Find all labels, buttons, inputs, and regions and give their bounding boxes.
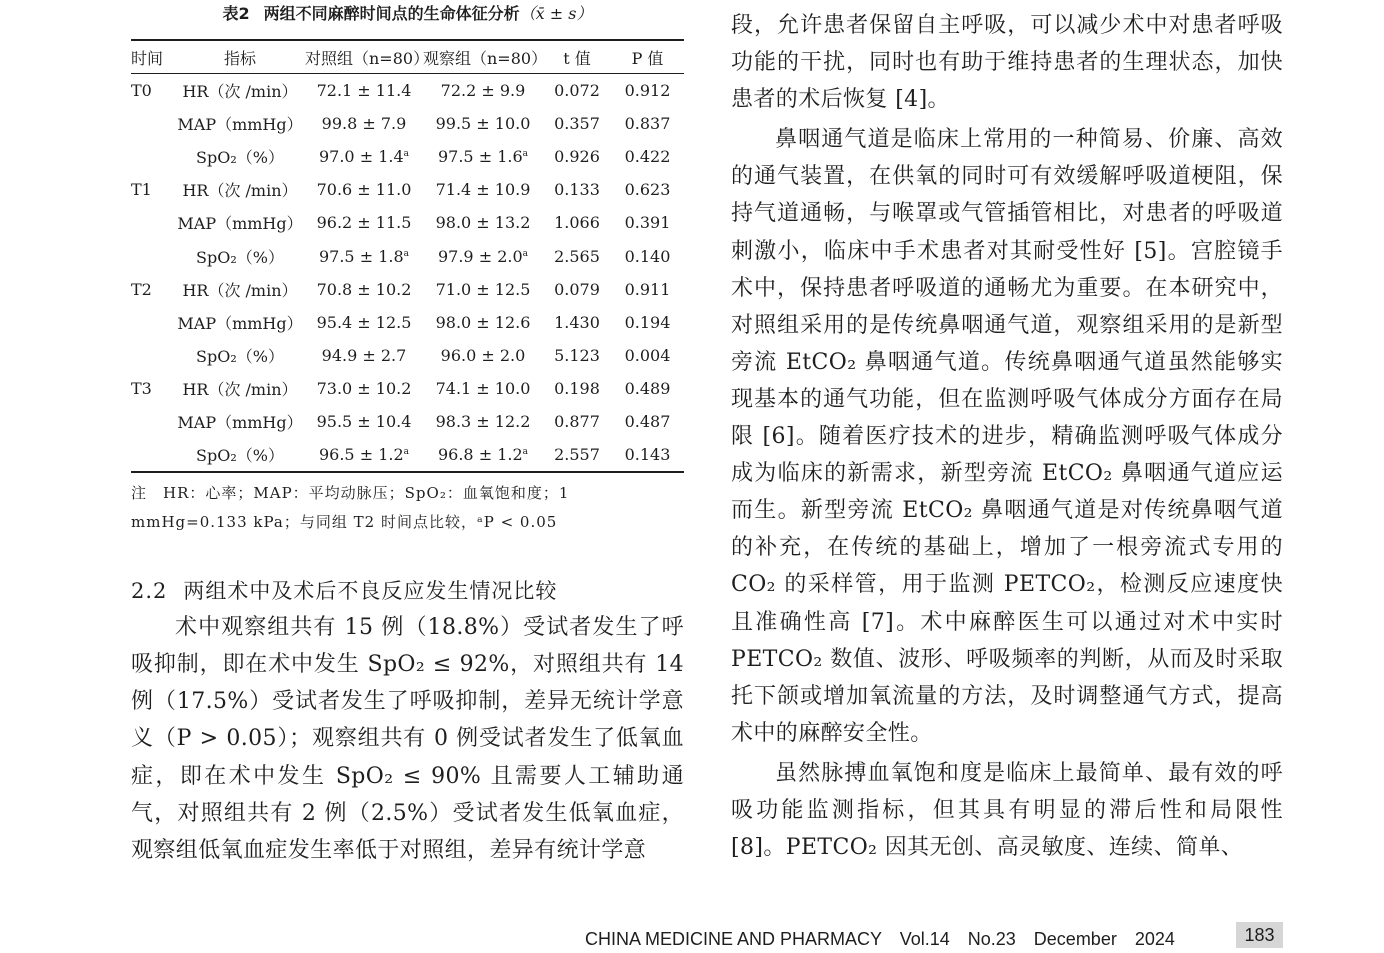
cell-observe-text: 98.3 ± 12.2 <box>435 411 531 431</box>
cell-indicator-text: MAP（mmHg） <box>177 313 303 333</box>
cell-indicator <box>175 306 305 339</box>
cell-control <box>305 140 423 173</box>
cell-indicator <box>175 206 305 239</box>
cell-indicator <box>175 273 305 306</box>
cell-observe-text: 98.0 ± 12.6 <box>435 312 531 332</box>
cell-t-value-text: 0.079 <box>554 279 600 299</box>
section-heading <box>131 577 684 605</box>
cell-control-text: 94.9 ± 2.7 <box>321 345 407 365</box>
cell-control-text: 73.0 ± 10.2 <box>316 378 412 398</box>
table-row <box>131 273 684 306</box>
cell-time <box>131 206 175 239</box>
table-caption <box>131 4 684 24</box>
cell-control <box>305 339 423 372</box>
cell-observe <box>423 306 543 339</box>
cell-observe-text: 98.0 ± 13.2 <box>435 213 531 233</box>
table-row <box>131 372 684 405</box>
cell-observe <box>423 405 543 438</box>
header-control: 对照组（n=80） <box>305 40 423 74</box>
cell-observe <box>423 239 543 272</box>
table-header-row <box>131 40 684 74</box>
table-row <box>131 206 684 239</box>
cell-t-value <box>543 107 611 140</box>
cell-observe <box>423 107 543 140</box>
cell-indicator <box>175 140 305 173</box>
cell-control-text: 95.4 ± 12.5 <box>316 312 412 332</box>
cell-t-value <box>543 273 611 306</box>
cell-control-text: 96.5 ± 1.2 <box>318 445 404 465</box>
table-row <box>131 306 684 339</box>
cell-time <box>131 339 175 372</box>
table-row <box>131 74 684 108</box>
cell-observe-text: 71.0 ± 12.5 <box>435 279 531 299</box>
page-footer <box>585 922 1283 948</box>
table-row <box>131 239 684 272</box>
table-note: 注 HR：心率；MAP：平均动脉压；SpO₂：血氧饱和度；1 mmHg=0.133 kPa；与同组 T2 时间点比较，ᵃP < 0.05 <box>131 484 570 532</box>
cell-p-value <box>611 273 684 306</box>
significance-mark: a <box>403 149 410 160</box>
cell-p-value-text: 0.422 <box>624 147 671 167</box>
cell-t-value-text: 0.357 <box>554 114 600 134</box>
cell-p-value-text: 0.194 <box>624 312 671 332</box>
cell-p-value <box>611 74 684 108</box>
cell-control-text: 70.8 ± 10.2 <box>316 279 412 299</box>
cell-time <box>131 438 175 472</box>
cell-control-text: 97.5 ± 1.8 <box>318 246 404 266</box>
table-row <box>131 173 684 206</box>
cell-time-text: T1 <box>131 180 152 200</box>
cell-indicator-text: HR（次 /min） <box>182 82 298 102</box>
cell-indicator-text: MAP（mmHg） <box>177 412 303 432</box>
cell-indicator <box>175 372 305 405</box>
cell-t-value <box>543 372 611 405</box>
cell-control-text: 99.8 ± 7.9 <box>321 114 407 134</box>
cell-indicator-text: HR（次 /min） <box>182 280 298 300</box>
section-title: 两组术中及术后不良反应发生情况比较 <box>183 579 558 604</box>
cell-time <box>131 239 175 272</box>
vital-signs-table <box>131 39 684 473</box>
cell-observe <box>423 173 543 206</box>
cell-control <box>305 405 423 438</box>
right-paragraph-3: 虽然脉搏血氧饱和度是临床上最简单、最有效的呼吸功能监测指标，但其具有明显的滞后性和局限性 [8]。PETCO₂ 因其无创、高灵敏度、连续、简单、 <box>731 760 1283 861</box>
cell-time <box>131 273 175 306</box>
cell-time <box>131 372 175 405</box>
cell-p-value-text: 0.837 <box>624 114 671 134</box>
cell-control-text: 96.2 ± 11.5 <box>316 213 412 233</box>
cell-control-text: 70.6 ± 11.0 <box>316 180 412 200</box>
cell-indicator-text: HR（次 /min） <box>182 181 298 201</box>
cell-control <box>305 273 423 306</box>
right-paragraph-2: 鼻咽通气道是临床上常用的一种简易、价廉、高效的通气装置，在供氧的同时可有效缓解呼吸道梗阻，保持气道通畅，与喉罩或气管插管相比，对患者的呼吸道刺激小，临床中手术患者对其耐受性好 [5]。宫腔镜手术中，保持患者呼吸道的通畅尤为重要。在本研究中，对照组采用的是传统鼻咽通气道，观察组采用的是新型旁流 EtCO₂ 鼻咽通气道。传统鼻咽通气道虽然能够实现基本的通气功能，但在监测呼吸气体成分方面存在局限 [6]。随着医疗技术的进步，精确监测呼吸气体成分成为临床的新需求，新型旁流 EtCO₂ 鼻咽通气道应运而生。新型旁流 EtCO₂ 鼻咽通气道是对传统鼻咽气道的补充，在传统的基础上，增加了一根旁流式专用的 CO₂ 的采样管，用于监测 PETCO₂，检测反应速度快且准确性高 [7]。术中麻醉医生可以通过对术中实时 PETCO₂ 数值、波形、呼吸频率的判断，从而及时采取托下颌或增加氧流量的方法，及时调整通气方式，提高术中的麻醉安全性。 <box>731 127 1283 746</box>
cell-p-value <box>611 405 684 438</box>
cell-control-text: 72.1 ± 11.4 <box>316 81 412 101</box>
cell-control <box>305 206 423 239</box>
cell-t-value <box>543 306 611 339</box>
table-row <box>131 405 684 438</box>
cell-observe <box>423 74 543 108</box>
cell-t-value-text: 2.565 <box>554 246 600 266</box>
significance-mark: a <box>522 447 529 458</box>
cell-time-text: T0 <box>131 81 152 101</box>
cell-control-text: 95.5 ± 10.4 <box>316 411 412 431</box>
cell-control <box>305 438 423 472</box>
cell-indicator-text: MAP（mmHg） <box>177 214 303 234</box>
cell-control-text: 97.0 ± 1.4 <box>318 147 404 167</box>
header-p-value: P 值 <box>611 40 684 74</box>
cell-t-value <box>543 74 611 108</box>
cell-p-value-text: 0.487 <box>624 411 671 431</box>
cell-p-value <box>611 306 684 339</box>
cell-indicator <box>175 239 305 272</box>
significance-mark: a <box>403 447 410 458</box>
cell-indicator <box>175 339 305 372</box>
cell-t-value-text: 0.926 <box>554 147 600 167</box>
cell-p-value-text: 0.912 <box>624 81 671 101</box>
left-column <box>131 0 684 869</box>
cell-p-value <box>611 239 684 272</box>
cell-indicator-text: SpO₂（%） <box>196 148 284 168</box>
cell-t-value-text: 1.066 <box>554 213 600 233</box>
cell-observe-text: 71.4 ± 10.9 <box>435 180 531 200</box>
cell-indicator <box>175 173 305 206</box>
cell-control <box>305 239 423 272</box>
cell-p-value <box>611 339 684 372</box>
header-observe: 观察组（n=80） <box>423 40 543 74</box>
cell-observe-text: 97.5 ± 1.6 <box>437 147 523 167</box>
right-column <box>731 0 1283 866</box>
cell-t-value <box>543 438 611 472</box>
cell-t-value <box>543 239 611 272</box>
cell-observe <box>423 273 543 306</box>
cell-p-value <box>611 372 684 405</box>
cell-t-value-text: 0.072 <box>554 81 600 101</box>
cell-p-value <box>611 438 684 472</box>
cell-indicator-text: HR（次 /min） <box>182 379 298 399</box>
table-row <box>131 107 684 140</box>
cell-observe <box>423 339 543 372</box>
significance-mark: a <box>403 248 410 259</box>
cell-time <box>131 107 175 140</box>
cell-time-text: T3 <box>131 378 152 398</box>
cell-indicator-text: SpO₂（%） <box>196 247 284 267</box>
cell-indicator-text: SpO₂（%） <box>196 346 284 366</box>
cell-p-value-text: 0.140 <box>624 246 671 266</box>
cell-time-text: T2 <box>131 279 152 299</box>
table-row <box>131 140 684 173</box>
cell-control <box>305 173 423 206</box>
right-paragraph-1: 段，允许患者保留自主呼吸，可以减少术中对患者呼吸功能的干扰，同时也有助于维持患者的生理状态，加快患者的术后恢复 [4]。 <box>731 13 1283 113</box>
cell-indicator <box>175 438 305 472</box>
cell-time <box>131 405 175 438</box>
cell-p-value-text: 0.623 <box>624 180 671 200</box>
cell-indicator <box>175 107 305 140</box>
cell-t-value-text: 0.877 <box>554 411 600 431</box>
cell-p-value <box>611 206 684 239</box>
header-time: 时间 <box>131 40 175 74</box>
cell-indicator <box>175 405 305 438</box>
table-caption-number: 表2 <box>222 4 250 23</box>
cell-p-value <box>611 107 684 140</box>
cell-t-value-text: 1.430 <box>554 312 600 332</box>
cell-observe <box>423 206 543 239</box>
header-t-value: t 值 <box>543 40 611 74</box>
cell-control <box>305 306 423 339</box>
table-caption-text: 两组不同麻醉时间点的生命体征分析 <box>263 4 520 23</box>
cell-time <box>131 306 175 339</box>
cell-t-value-text: 0.133 <box>554 180 600 200</box>
cell-control <box>305 74 423 108</box>
cell-p-value-text: 0.004 <box>624 345 671 365</box>
cell-t-value <box>543 140 611 173</box>
cell-observe-text: 97.9 ± 2.0 <box>437 246 523 266</box>
table-row <box>131 438 684 472</box>
significance-mark: a <box>522 149 529 160</box>
cell-indicator-text: MAP（mmHg） <box>177 115 303 135</box>
cell-p-value-text: 0.143 <box>624 445 671 465</box>
left-paragraph: 术中观察组共有 15 例（18.8%）受试者发生了呼吸抑制，即在术中发生 SpO₂ ≤ 92%，对照组共有 14 例（17.5%）受试者发生了呼吸抑制，差异无统计学意义（P > 0.05）；观察组共有 0 例受试者发生了低氧血症，即在术中发生 SpO₂ ≤ 90% 且需要人工辅助通气，对照组共有 2 例（2.5%）受试者发生低氧血症，观察组低氧血症发生率低于对照组，差异有统计学意 <box>131 615 684 863</box>
cell-observe-text: 72.2 ± 9.9 <box>440 81 526 101</box>
header-indicator: 指标 <box>175 40 305 74</box>
cell-time <box>131 173 175 206</box>
table-caption-stat: （x̄ ± s） <box>519 4 593 23</box>
cell-p-value <box>611 173 684 206</box>
cell-observe-text: 96.0 ± 2.0 <box>440 345 526 365</box>
cell-t-value <box>543 206 611 239</box>
section-number: 2.2 <box>131 579 168 604</box>
cell-observe <box>423 372 543 405</box>
cell-time <box>131 74 175 108</box>
cell-control <box>305 372 423 405</box>
cell-t-value-text: 0.198 <box>554 378 600 398</box>
page-number: 183 <box>1236 922 1283 948</box>
cell-t-value <box>543 339 611 372</box>
significance-mark: a <box>522 248 529 259</box>
cell-indicator-text: SpO₂（%） <box>196 446 284 466</box>
cell-t-value <box>543 173 611 206</box>
cell-p-value-text: 0.489 <box>624 378 671 398</box>
cell-t-value-text: 5.123 <box>554 345 600 365</box>
cell-observe-text: 96.8 ± 1.2 <box>437 445 523 465</box>
table-row <box>131 339 684 372</box>
cell-observe-text: 74.1 ± 10.0 <box>435 378 531 398</box>
cell-observe-text: 99.5 ± 10.0 <box>435 114 531 134</box>
journal-info: CHINA MEDICINE AND PHARMACY Vol.14 No.23 December 2024 <box>585 929 1175 949</box>
cell-observe <box>423 140 543 173</box>
cell-indicator <box>175 74 305 108</box>
cell-t-value <box>543 405 611 438</box>
cell-t-value-text: 2.557 <box>554 445 600 465</box>
cell-p-value-text: 0.391 <box>624 213 671 233</box>
cell-observe <box>423 438 543 472</box>
cell-p-value-text: 0.911 <box>624 279 671 299</box>
cell-time <box>131 140 175 173</box>
cell-p-value <box>611 140 684 173</box>
cell-control <box>305 107 423 140</box>
